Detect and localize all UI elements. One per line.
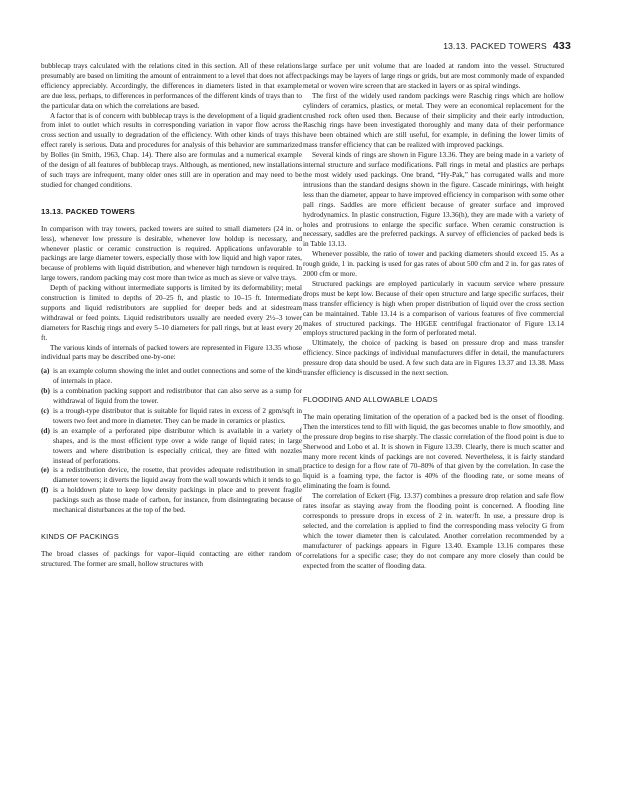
paragraph: The various kinds of internals of packed towers are represented in Figure 13.35 whose individual parts may be described one-by-one: <box>41 343 302 362</box>
list-label: (f) <box>41 486 49 495</box>
paragraph: Structured packings are employed particularly in vacuum service where pressure drops must be kept low. Because of their open structure and large specific surfaces, their mass transfer efficiency is high when proper distribution of liquid over the cross section can be maintained. Table 13.14 is a comparison of various features of five commercial makes of structured packings. The HIGEE centrifugal fractionator of Figure 13.14 employs structured packing in the form of perforated metal. <box>303 279 564 338</box>
paragraph: A factor that is of concern with bubblecap trays is the development of a liquid gradient from inlet to outlet which results in corresponding variation in vapor flow across the cross section and usually to degradation of the efficiency. With other kinds of trays this effect rarely is serious. Data and procedures for analysis of this behavior are summarized by Bolles (in Smith, 1963, Chap. 14). There also are formulas and a numerical example of the design of all features of bubblecap trays. Although, as mentioned, new installations of such trays are infrequent, many older ones still are in operation and may need to be studied for changed conditions. <box>41 111 302 189</box>
running-header <box>443 40 571 52</box>
paragraph: Several kinds of rings are shown in Figure 13.36. They are being made in a variety of internal structure and surface modifications. Pall rings in metal and plastics are perhaps the most widely used packings. One brand, “Hy-Pak,” has corrugated walls and more intrusions than the standard designs shown in the figure. Cascade minirings, with height less than the diameter, appear to have improved efficiency in comparison with some other pall rings. Saddles are more efficient because of greater surface and improved hydrodynamics. In plastic construction, Figure 13.36(h), they are made with a variety of holes and protrusions to enlarge the specific surface. When ceramic construction is necessary, saddles are the preferred packings. A survey of efficiencies of packed beds is in Table 13.13. <box>303 151 564 249</box>
list-item <box>41 407 302 427</box>
subsection-heading: KINDS OF PACKINGS <box>41 531 120 541</box>
paragraph: Whenever possible, the ratio of tower and packing diameters should exceed 15. As a rough guide, 1 in. packing is used for gas rates of about 500 cfm and 2 in. for gas rates of 2000 cfm or more. <box>303 250 564 279</box>
list-text: is a trough-type distributor that is suitable for liquid rates in excess of 2 gpm/sqft in towers two feet and more in diameter. They can be made in ceramics or plastics. <box>53 407 302 425</box>
paragraph: In comparison with tray towers, packed towers are suited to small diameters (24 in. or less), whenever low pressure is desirable, whenever low holdup is necessary, and whenever plastic or ceramic construction is required. Applications unfavorable to packings are large diameter towers, especially those with low liquid and high vapor rates, because of problems with liquid distribution, and whenever high turndown is required. In large towers, random packing may cost more than twice as much as sieve or valve trays. <box>41 224 302 283</box>
list-item <box>41 387 302 407</box>
list-label: (b) <box>41 387 50 396</box>
list-label: (e) <box>41 466 50 475</box>
subsection-heading: FLOODING AND ALLOWABLE LOADS <box>303 395 438 404</box>
internals-list <box>41 367 302 516</box>
list-text: is an example column showing the inlet and outlet connections and some of the kinds of internals in place. <box>53 367 302 386</box>
paragraph: large surface per unit volume that are loaded at random into the vessel. Structured packings may be layers of large rings or grids, but are most commonly made of expanded metal or woven wire screen that are stacked in layers or as spiral windings. <box>303 62 564 90</box>
list-text: is an example of a perforated pipe distributor which is available in a variety of shapes, and is the most efficient type over a wide range of liquid rates; in large towers and where distribution is especially critical, they are fitted with nozzles instead of perforations. <box>53 426 302 465</box>
paragraph: bubblecap trays calculated with the relations cited in this section. All of these relations presumably are based on limiting the amount of entrainment to a level that does not affect efficiency appreciably. Accordingly, the differences in diameters listed in that example are due less, perhaps, to differences in performances of the different kinds of trays than to the particular data on which the correlations are based. <box>41 62 302 110</box>
running-header-title: 13.13. PACKED TOWERS <box>443 41 547 51</box>
paragraph: The correlation of Eckert (Fig. 13.37) combines a pressure drop relation and safe flow rates insofar as staying away from the flooding point is concerned. A flooding line corresponds to pressure drops in excess of 2 in. water/ft. In use, a pressure drop is selected, and the correlation is applied to find the corresponding mass velocity G from which the tower diameter then is calculated. Another correlation recommended by a manufacturer of packings appears in Figure 13.40. Example 13.16 compares these correlations for a specific case; they do not compare any more closely than could be expected from the scatter of flooding data. <box>303 492 564 570</box>
paragraph: Depth of packing without intermediate supports is limited by its deformability; metal construction is limited to depths of 20–25 ft, and plastic to 10–15 ft. Intermediate supports and liquid redistributors are supplied for deeper beds and at sidestream withdrawal or feed points. Liquid redistributors usually are needed every 2½–3 tower diameters for Raschig rings and every 5–10 diameters for pall rings, but at least every 20 ft. <box>41 284 302 342</box>
list-label: (a) <box>41 367 50 376</box>
left-column <box>41 62 302 570</box>
paragraph: The broad classes of packings for vapor–liquid contacting are either random or structured. The former are small, hollow structures with <box>41 549 302 568</box>
paragraph: The first of the widely used random packings were Raschig rings which are hollow cylinders of ceramics, plastics, or metal. They were an economical replacement for the crushed rock often used then. Because of their simplicity and their early introduction, Raschig rings have been investigated thoroughly and many data of their performance have been obtained which are still useful, for example, in defining the lower limits of mass transfer efficiency that can be realized with improved packings. <box>303 91 564 150</box>
section-heading: 13.13. PACKED TOWERS <box>41 206 136 216</box>
list-text: is a holddown plate to keep low density packings in place and to prevent fragile packings such as those made of carbon, for instance, from disintegrating because of mechanical disturbances at the top of the bed. <box>53 486 302 515</box>
list-item <box>41 466 302 486</box>
paragraph: The main operating limitation of the operation of a packed bed is the onset of flooding. Then the interstices tend to fill with liquid, the gas becomes unable to flow smoothly, and the pressure drop begins to rise sharply. The classic correlation of the flood point is due to Sherwood and Lobo et al. It is shown in Figure 13.39. Clearly, there is much scatter and many more recent kinds of packings are not covered. Nevertheless, it is fairly standard practice to design for a flow rate of 70–80% of that given by the correlation. In case the liquid is a foaming type, the factor is 40% of the flooding rate, or some means of eliminating the foam is found. <box>303 412 564 491</box>
right-column <box>303 62 564 571</box>
list-label: (d) <box>41 426 50 435</box>
list-label: (c) <box>41 407 50 415</box>
list-text: is a redistribution device, the rosette, that provides adequate redistribution in small diameter towers; it diverts the liquid away from the wall towards which it tends to go. <box>53 466 302 485</box>
list-item <box>41 367 302 387</box>
list-item <box>41 427 302 467</box>
list-text: is a combination packing support and redistributor that can also serve as a sump for withdrawal of liquid from the tower. <box>53 387 302 406</box>
paragraph: Ultimately, the choice of packing is based on pressure drop and mass transfer efficiency. Since packings of individual manufacturers differ in detail, the manufacturers pressure drop data should be used. A few such data are in Figures 13.37 and 13.38. Mass transfer efficiency is discussed in the next section. <box>303 339 564 378</box>
page-number: 433 <box>552 40 571 52</box>
list-item <box>41 486 302 516</box>
